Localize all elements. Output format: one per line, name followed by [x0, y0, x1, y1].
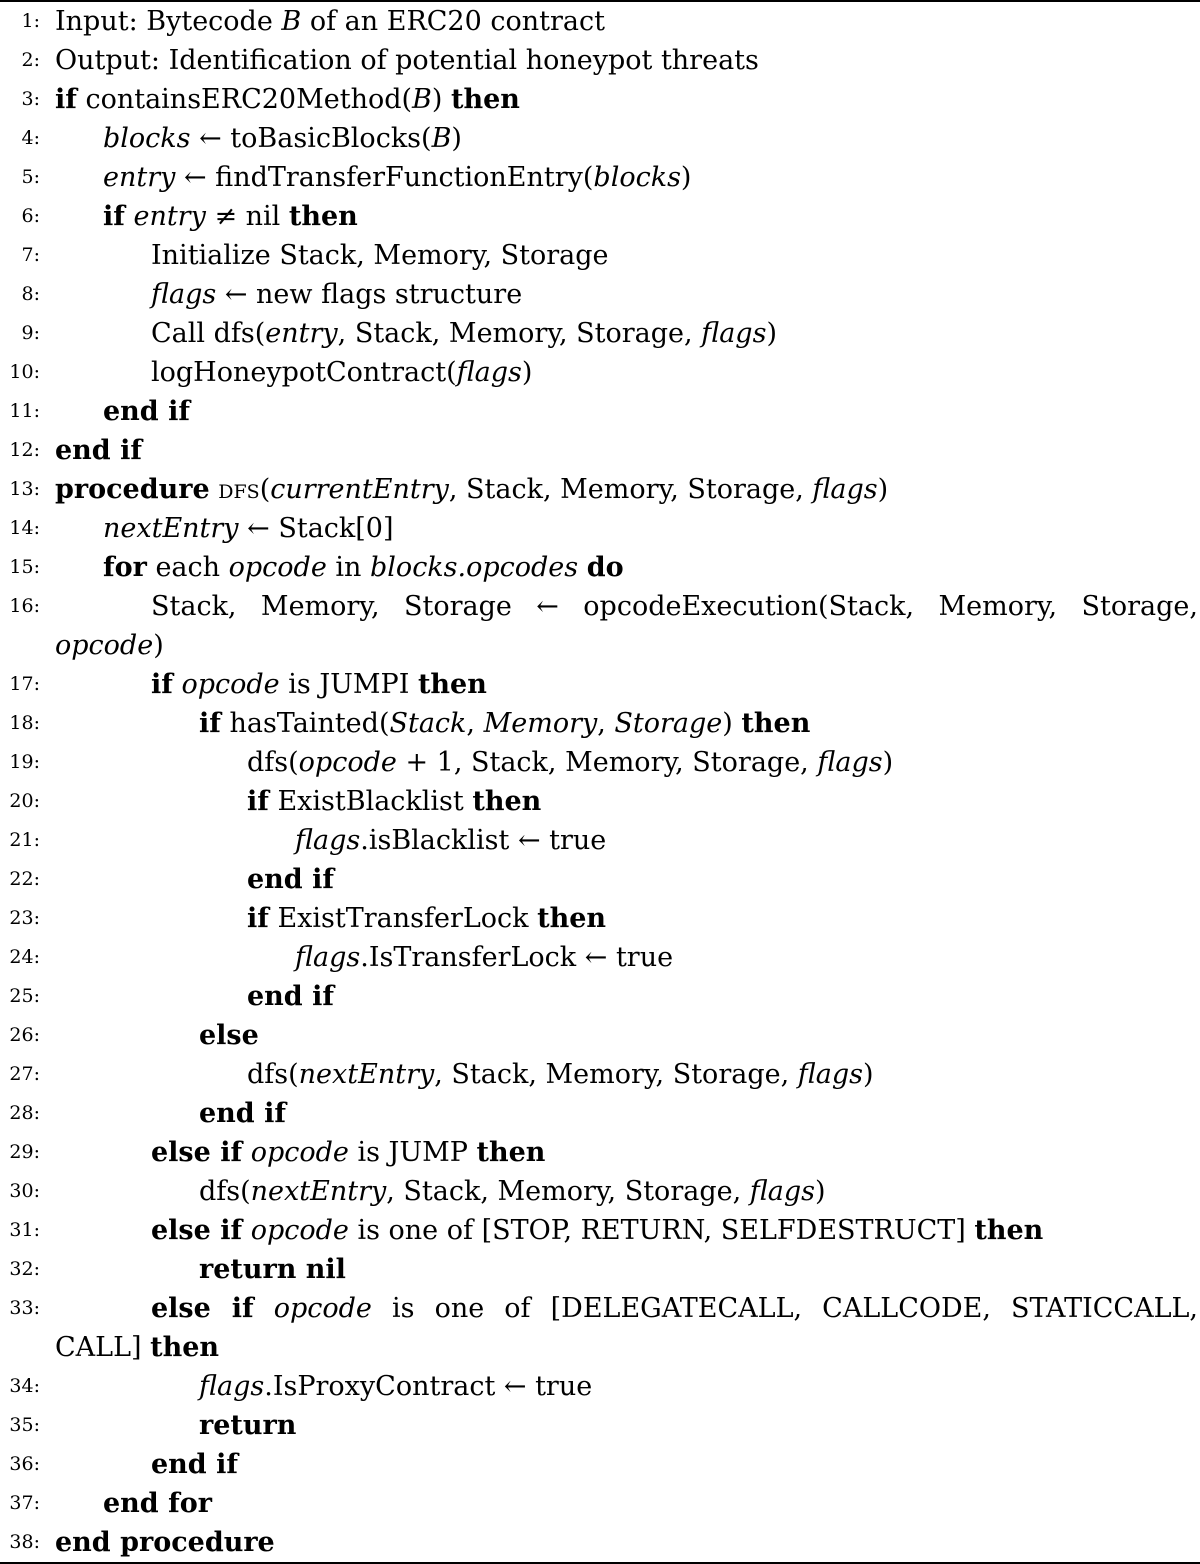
- code-text: ← Stack[0]: [238, 513, 394, 544]
- line-number: 5:: [21, 166, 40, 188]
- code-text: ,: [466, 708, 484, 739]
- line-text: [151, 665, 487, 704]
- variable: flags: [701, 318, 767, 349]
- line-number: 15:: [9, 556, 40, 578]
- line-text: [247, 1055, 874, 1094]
- variable: nextEntry: [103, 513, 239, 544]
- algorithm-line: [0, 1289, 1200, 1367]
- variable: flags: [151, 279, 217, 310]
- keyword: if: [199, 708, 221, 739]
- code-text: ExistTransferLock: [268, 903, 538, 934]
- algorithm-line: [0, 1250, 1200, 1289]
- line-text: [199, 1016, 259, 1055]
- code-text: is one of [STOP, RETURN, SELFDESTRUCT]: [348, 1215, 975, 1246]
- code-text: [242, 1137, 251, 1168]
- code-text: is one of [DELEGATECALL, CALLCODE, STATICCALL, CALL]: [55, 1293, 1199, 1363]
- variable: opcode: [55, 630, 154, 661]
- line-text: [199, 1172, 826, 1211]
- line-text: [247, 743, 893, 782]
- code-text: containsERC20Method(: [76, 84, 413, 115]
- algorithm-line: [0, 899, 1200, 938]
- code-text: ): [431, 84, 452, 115]
- algorithm-line: [0, 236, 1200, 275]
- keyword: then: [472, 786, 542, 817]
- code-text: .IsTransferLock ← true: [360, 942, 674, 973]
- variable: blocks: [593, 162, 681, 193]
- variable: entry: [133, 201, 206, 232]
- algorithm-line: [0, 977, 1200, 1016]
- variable: flags: [295, 825, 361, 856]
- algorithm-line: [0, 197, 1200, 236]
- variable: flags: [797, 1059, 863, 1090]
- algorithm-line: [0, 119, 1200, 158]
- keyword: return: [199, 1410, 297, 1441]
- code-text: ): [521, 357, 533, 388]
- variable: entry: [265, 318, 338, 349]
- variable: Stack: [389, 708, 467, 739]
- keyword: else if: [151, 1137, 243, 1168]
- line-number: 30:: [9, 1180, 40, 1202]
- code-text: ): [680, 162, 692, 193]
- algorithm-line: [0, 41, 1200, 80]
- code-text: ): [766, 318, 777, 349]
- variable: flags: [812, 474, 878, 505]
- line-number: 26:: [9, 1024, 40, 1046]
- code-text: ≠ nil: [205, 201, 289, 232]
- code-text: ): [882, 747, 894, 778]
- line-text: [103, 548, 624, 587]
- algorithm-line: [0, 275, 1200, 314]
- code-text: dfs(: [247, 747, 299, 778]
- line-text: [55, 1289, 1198, 1367]
- variable: blocks: [103, 123, 191, 154]
- code-text: , Stack, Memory, Storage,: [434, 1059, 798, 1090]
- line-number: 7:: [21, 244, 40, 266]
- variable: Memory: [483, 708, 598, 739]
- algorithm-line: [0, 782, 1200, 821]
- line-number: 21:: [9, 829, 40, 851]
- code-text: dfs(: [199, 1176, 251, 1207]
- line-text: [55, 2, 605, 41]
- keyword: if: [151, 669, 173, 700]
- algorithm-line: [0, 1211, 1200, 1250]
- line-text: [55, 587, 1198, 665]
- keyword: if: [247, 903, 269, 934]
- code-text: dfs: [218, 474, 260, 505]
- line-number: 31:: [9, 1219, 40, 1241]
- keyword: then: [974, 1215, 1044, 1246]
- line-number: 2:: [21, 49, 40, 71]
- keyword: else: [199, 1020, 259, 1051]
- line-number: 35:: [9, 1414, 40, 1436]
- code-text: , Stack, Memory, Storage,: [386, 1176, 750, 1207]
- line-number: 16:: [9, 595, 40, 617]
- line-number: 29:: [9, 1141, 40, 1163]
- algorithm-line: [0, 860, 1200, 899]
- code-text: ): [863, 1059, 874, 1090]
- algorithm-line: [0, 665, 1200, 704]
- algorithm-line: [0, 1016, 1200, 1055]
- algorithm-line: [0, 353, 1200, 392]
- line-text: [199, 704, 810, 743]
- algorithm-line: [0, 314, 1200, 353]
- keyword: then: [476, 1137, 546, 1168]
- algorithm-line: [0, 1523, 1200, 1562]
- variable: flags: [817, 747, 883, 778]
- code-text: ← toBasicBlocks(: [190, 123, 432, 154]
- keyword: end for: [103, 1488, 212, 1519]
- code-text: (: [259, 474, 271, 505]
- code-text: Stack, Memory, Storage ← opcodeExecution(Stack, Memory, Storage,: [151, 591, 1198, 622]
- line-text: [247, 977, 334, 1016]
- algorithm-line: [0, 470, 1200, 509]
- algorithm-line: [0, 1445, 1200, 1484]
- variable: B: [281, 6, 302, 37]
- code-text: ): [815, 1176, 826, 1207]
- line-number: 22:: [9, 868, 40, 890]
- code-text: [254, 1293, 274, 1324]
- variable: entry: [103, 162, 176, 193]
- line-number: 14:: [9, 517, 40, 539]
- code-text: , Stack, Memory, Storage,: [448, 474, 813, 505]
- keyword: then: [288, 201, 358, 232]
- keyword: if: [247, 786, 269, 817]
- variable: blocks.opcodes: [370, 552, 579, 583]
- line-text: [247, 899, 606, 938]
- keyword: end if: [103, 396, 190, 427]
- line-number: 9:: [21, 322, 40, 344]
- algorithm-line: [0, 1484, 1200, 1523]
- line-number: 32:: [9, 1258, 40, 1280]
- line-text: [55, 431, 142, 470]
- keyword: if: [55, 84, 77, 115]
- code-text: logHoneypotContract(: [151, 357, 457, 388]
- variable: opcode: [181, 669, 280, 700]
- keyword: if: [103, 201, 125, 232]
- variable: currentEntry: [270, 474, 449, 505]
- line-number: 37:: [9, 1492, 40, 1514]
- code-text: Output: Identification of potential honeypot threats: [55, 45, 759, 76]
- line-text: [151, 1133, 545, 1172]
- algorithm-line: [0, 509, 1200, 548]
- line-number: 36:: [9, 1453, 40, 1475]
- line-number: 1:: [21, 10, 40, 32]
- line-text: [199, 1406, 296, 1445]
- algorithm-line: [0, 821, 1200, 860]
- algorithm-line: [0, 1172, 1200, 1211]
- code-text: , Stack, Memory, Storage,: [337, 318, 702, 349]
- line-number: 27:: [9, 1063, 40, 1085]
- keyword: end if: [151, 1449, 238, 1480]
- variable: flags: [456, 357, 522, 388]
- line-text: [55, 470, 888, 509]
- variable: opcode: [273, 1293, 372, 1324]
- code-text: ): [153, 630, 164, 661]
- variable: flags: [199, 1371, 265, 1402]
- line-number: 20:: [9, 790, 40, 812]
- line-text: [55, 41, 759, 80]
- algorithm-line: [0, 548, 1200, 587]
- keyword: procedure: [55, 474, 210, 505]
- line-number: 33:: [9, 1297, 40, 1319]
- variable: opcode: [250, 1137, 349, 1168]
- code-text: is JUMP: [348, 1137, 477, 1168]
- line-text: [295, 938, 673, 977]
- algorithm-line: [0, 2, 1200, 41]
- algorithm-line: [0, 80, 1200, 119]
- line-number: 12:: [9, 439, 40, 461]
- algorithm-line: [0, 1367, 1200, 1406]
- keyword: end procedure: [55, 1527, 275, 1558]
- line-text: [55, 1523, 275, 1562]
- keyword: end if: [247, 864, 334, 895]
- algorithm-line: [0, 587, 1200, 665]
- line-text: [151, 314, 777, 353]
- keyword: return nil: [199, 1254, 346, 1285]
- algorithm-line: [0, 704, 1200, 743]
- variable: opcode: [250, 1215, 349, 1246]
- code-text: [578, 552, 587, 583]
- line-number: 23:: [9, 907, 40, 929]
- algorithm-line: [0, 938, 1200, 977]
- code-text: ): [877, 474, 889, 505]
- keyword: do: [586, 552, 624, 583]
- line-text: [199, 1094, 286, 1133]
- keyword: then: [741, 708, 811, 739]
- line-text: [103, 392, 190, 431]
- algorithm-line: [0, 431, 1200, 470]
- keyword: then: [537, 903, 607, 934]
- variable: B: [431, 123, 452, 154]
- line-text: [295, 821, 606, 860]
- line-number: 34:: [9, 1375, 40, 1397]
- line-text: [199, 1367, 592, 1406]
- line-text: [103, 197, 358, 236]
- code-text: dfs(: [247, 1059, 299, 1090]
- code-text: in: [326, 552, 371, 583]
- line-number: 19:: [9, 751, 40, 773]
- line-text: [199, 1250, 346, 1289]
- variable: B: [412, 84, 432, 115]
- code-text: [242, 1215, 251, 1246]
- line-number: 17:: [9, 673, 40, 695]
- variable: opcode: [298, 747, 397, 778]
- variable: nextEntry: [298, 1059, 435, 1090]
- keyword: then: [150, 1332, 220, 1363]
- algorithm-line: [0, 1055, 1200, 1094]
- code-text: ,: [597, 708, 615, 739]
- code-text: ): [451, 123, 462, 154]
- line-number: 10:: [9, 361, 40, 383]
- line-number: 25:: [9, 985, 40, 1007]
- keyword: for: [103, 552, 147, 583]
- line-text: [103, 509, 394, 548]
- code-text: ← findTransferFunctionEntry(: [175, 162, 594, 193]
- algorithm-line: [0, 392, 1200, 431]
- line-text: [247, 860, 334, 899]
- line-number: 4:: [21, 127, 40, 149]
- line-text: [151, 1445, 238, 1484]
- code-text: .isBlacklist ← true: [360, 825, 607, 856]
- keyword: end if: [55, 435, 142, 466]
- code-text: ): [722, 708, 742, 739]
- variable: Storage: [614, 708, 723, 739]
- variable: nextEntry: [250, 1176, 387, 1207]
- algorithm-line: [0, 1406, 1200, 1445]
- line-number: 8:: [21, 283, 40, 305]
- algorithm-line: [0, 1133, 1200, 1172]
- variable: flags: [295, 942, 361, 973]
- algorithm-line: [0, 158, 1200, 197]
- code-text: [210, 474, 219, 505]
- keyword: end if: [247, 981, 334, 1012]
- code-text: hasTainted(: [220, 708, 390, 739]
- line-number: 38:: [9, 1531, 40, 1553]
- algorithm-line: [0, 743, 1200, 782]
- line-number: 3:: [21, 88, 40, 110]
- code-text: Input: Bytecode: [55, 6, 282, 37]
- keyword: else if: [151, 1215, 243, 1246]
- line-text: [151, 353, 532, 392]
- keyword: else if: [151, 1293, 254, 1324]
- line-number: 6:: [21, 205, 40, 227]
- code-text: ExistBlacklist: [268, 786, 473, 817]
- line-number: 28:: [9, 1102, 40, 1124]
- line-text: [103, 119, 462, 158]
- code-text: each: [146, 552, 229, 583]
- variable: opcode: [228, 552, 327, 583]
- code-text: Call dfs(: [151, 318, 266, 349]
- line-number: 11:: [9, 400, 40, 422]
- line-text: [151, 1211, 1043, 1250]
- algorithm-line: [0, 1094, 1200, 1133]
- line-text: [103, 1484, 212, 1523]
- line-number: 24:: [9, 946, 40, 968]
- line-text: [103, 158, 691, 197]
- code-text: Initialize Stack, Memory, Storage: [151, 240, 609, 271]
- line-number: 13:: [9, 478, 40, 500]
- keyword: then: [417, 669, 487, 700]
- code-text: ← new flags structure: [216, 279, 523, 310]
- line-text: [55, 80, 520, 119]
- line-text: [151, 275, 522, 314]
- keyword: end if: [199, 1098, 286, 1129]
- variable: flags: [749, 1176, 815, 1207]
- line-number: 18:: [9, 712, 40, 734]
- code-text: .IsProxyContract ← true: [264, 1371, 593, 1402]
- code-text: is JUMPI: [279, 669, 418, 700]
- code-text: + 1, Stack, Memory, Storage,: [396, 747, 818, 778]
- line-text: [247, 782, 541, 821]
- code-text: of an ERC20 contract: [301, 6, 605, 37]
- keyword: then: [451, 84, 520, 115]
- line-text: [151, 236, 609, 275]
